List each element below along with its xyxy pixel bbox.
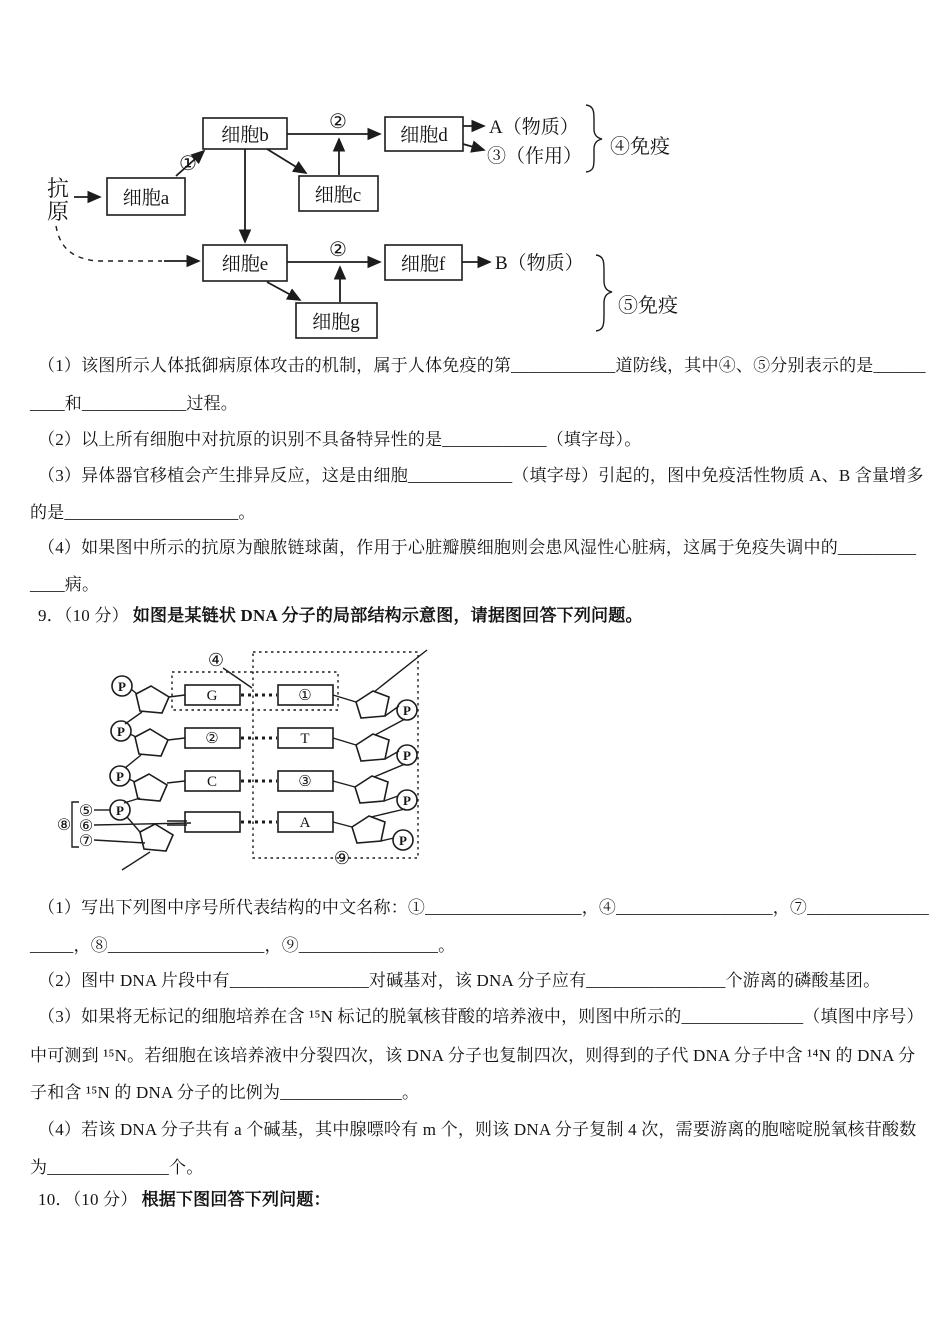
cell-d-node <box>385 117 463 151</box>
num5-label: ⑤ <box>78 803 94 820</box>
right-strand-links <box>333 650 427 841</box>
deoxyribose-l3 <box>134 774 167 801</box>
phosphate-circle-l1: P <box>118 679 126 694</box>
nucleotide-right-1 <box>278 685 417 720</box>
nucleotide-right-4 <box>278 812 413 850</box>
immunity-4-label: ④免疫 <box>610 136 670 158</box>
phosphate-circle-r4: P <box>399 833 407 848</box>
phosphate-circle-r2: P <box>403 748 411 763</box>
num4-label: ④ <box>207 650 225 670</box>
svg-text:细胞d: 细胞d <box>400 125 448 146</box>
q8-part1-line1: （1）该图所示人体抵御病原体攻击的机制，属于人体免疫的第____________道防线，其中④、⑤分别表示的是______ <box>38 356 926 375</box>
cell-g-node <box>296 303 377 338</box>
phosphate-circle-l2: P <box>117 724 125 739</box>
q8-part3-line2: 的是____________________。 <box>30 503 256 522</box>
q9-part4-line2: 为______________个。 <box>30 1158 204 1177</box>
q9-part3-line3: 子和含 ¹⁵N 的 DNA 分子的比例为______________。 <box>30 1083 420 1102</box>
phosphate-circle-l4: P <box>116 803 124 818</box>
num8-label: ⑧ <box>56 817 72 834</box>
q8-part1-line2: ____和____________过程。 <box>30 394 238 413</box>
base-right-2: T <box>300 731 310 747</box>
base-left-3: C <box>206 774 218 790</box>
nucleotide-left-1 <box>112 676 240 713</box>
q9-number: 9．（10 分） <box>38 606 129 625</box>
q9-part4-line1: （4）若该 DNA 分子共有 a 个碱基，其中腺嘌呤有 m 个，则该 DNA 分子复制 4 次，需要游离的胞嘧啶脱氧核苷酸数 <box>38 1120 917 1139</box>
base-right-4: A <box>299 815 311 831</box>
num7-pointer-line <box>94 840 145 843</box>
phosphate-circle-r1: P <box>403 703 411 718</box>
deoxyribose-l1 <box>136 686 169 713</box>
num9-label: ⑨ <box>333 848 351 868</box>
phosphate-circle-r3: P <box>403 793 411 808</box>
step-2-top-label: ② <box>329 111 347 133</box>
q9-part1-line2: _____，⑧__________________，⑨________________。 <box>30 936 456 955</box>
step-2-bottom-label: ② <box>329 239 347 261</box>
svg-text:细胞b: 细胞b <box>221 125 269 146</box>
q9-part3-line2: 中可测到 ¹⁵N。若细胞在该培养液中分裂四次，该 DNA 分子也复制四次，则得到的子代 DNA 分子中含 ¹⁴N 的 DNA 分 <box>30 1046 916 1065</box>
immune-diagram-arrows <box>56 126 490 302</box>
base-left-2: ② <box>205 731 219 747</box>
svg-text:细胞c: 细胞c <box>314 185 362 206</box>
base-left-1: G <box>206 688 218 704</box>
cell-a-node <box>107 178 185 215</box>
cell-c-node <box>299 176 378 211</box>
svg-text:细胞f: 细胞f <box>400 254 446 275</box>
brace-immunity-5 <box>596 255 612 331</box>
num7-label: ⑦ <box>78 833 94 850</box>
nucleotide-right-3 <box>278 771 417 810</box>
q8-part4-line1: （4）如果图中所示的抗原为酿脓链球菌，作用于心脏瓣膜细胞则会患风湿性心脏病，这属于免疫失调中的_________ <box>38 538 917 557</box>
deoxyribose-r2 <box>356 734 389 761</box>
num6-label: ⑥ <box>78 818 94 835</box>
q9-header <box>38 606 643 626</box>
cell-b-node <box>203 118 287 149</box>
phosphate-circle-l3: P <box>116 769 124 784</box>
cell-e-node <box>203 245 287 281</box>
q8-part4-line2: ____病。 <box>30 575 100 594</box>
deoxyribose-l4 <box>140 824 173 851</box>
deoxyribose-r1 <box>356 691 389 718</box>
svg-text:抗: 抗 <box>46 176 70 201</box>
effect-3-label: ③（作用） <box>487 146 583 167</box>
svg-text:原: 原 <box>46 199 70 224</box>
hydrogen-bonds <box>241 695 277 822</box>
q8-part2-line: （2）以上所有细胞中对抗原的识别不具备特异性的是____________（填字母）。 <box>38 430 642 449</box>
base-right-1: ① <box>298 688 312 704</box>
q9-title: 如图是某链状 DNA 分子的局部结构示意图，请据图回答下列问题。 <box>132 606 643 625</box>
nucleotide-left-3 <box>110 766 240 801</box>
immune-response-diagram <box>30 100 720 350</box>
deoxyribose-r4 <box>352 816 385 843</box>
q9-part1-line1: （1）写出下列图中序号所代表结构的中文名称：①__________________，④__________________，⑦______________ <box>38 898 929 917</box>
base-right-3: ③ <box>298 774 312 790</box>
nucleotide-right-2 <box>278 728 417 765</box>
substance-b-label: B（物质） <box>495 253 584 274</box>
svg-text:细胞a: 细胞a <box>122 188 170 209</box>
brace-immunity-4 <box>586 105 602 172</box>
q10-title: 根据下图回答下列问题： <box>141 1190 331 1209</box>
svg-text:细胞e: 细胞e <box>221 254 269 275</box>
svg-text:细胞g: 细胞g <box>312 312 360 333</box>
deoxyribose-l2 <box>135 729 168 756</box>
q9-part3-line1: （3）如果将无标记的细胞培养在含 ¹⁵N 标记的脱氧核苷酸的培养液中，则图中所示的______________（填图中序号） <box>38 1007 924 1026</box>
q9-part2-line: （2）图中 DNA 片段中有________________对碱基对，该 DNA 分子应有________________个游离的磷酸基团。 <box>38 971 881 990</box>
antigen-label <box>47 176 69 224</box>
deoxyribose-r3 <box>355 776 388 803</box>
dna-structure-diagram <box>55 640 440 880</box>
q10-header <box>38 1190 331 1210</box>
step-1-label: ① <box>179 153 197 175</box>
substance-a-label: A（物质） <box>489 117 579 138</box>
immunity-5-label: ⑤免疫 <box>618 295 678 317</box>
q10-number: 10．（10 分） <box>38 1190 138 1209</box>
q8-part3-line1: （3）异体器官移植会产生排异反应，这是由细胞____________（填字母）引起的，图中免疫活性物质 A、B 含量增多 <box>38 466 924 485</box>
cell-f-node <box>385 245 462 280</box>
